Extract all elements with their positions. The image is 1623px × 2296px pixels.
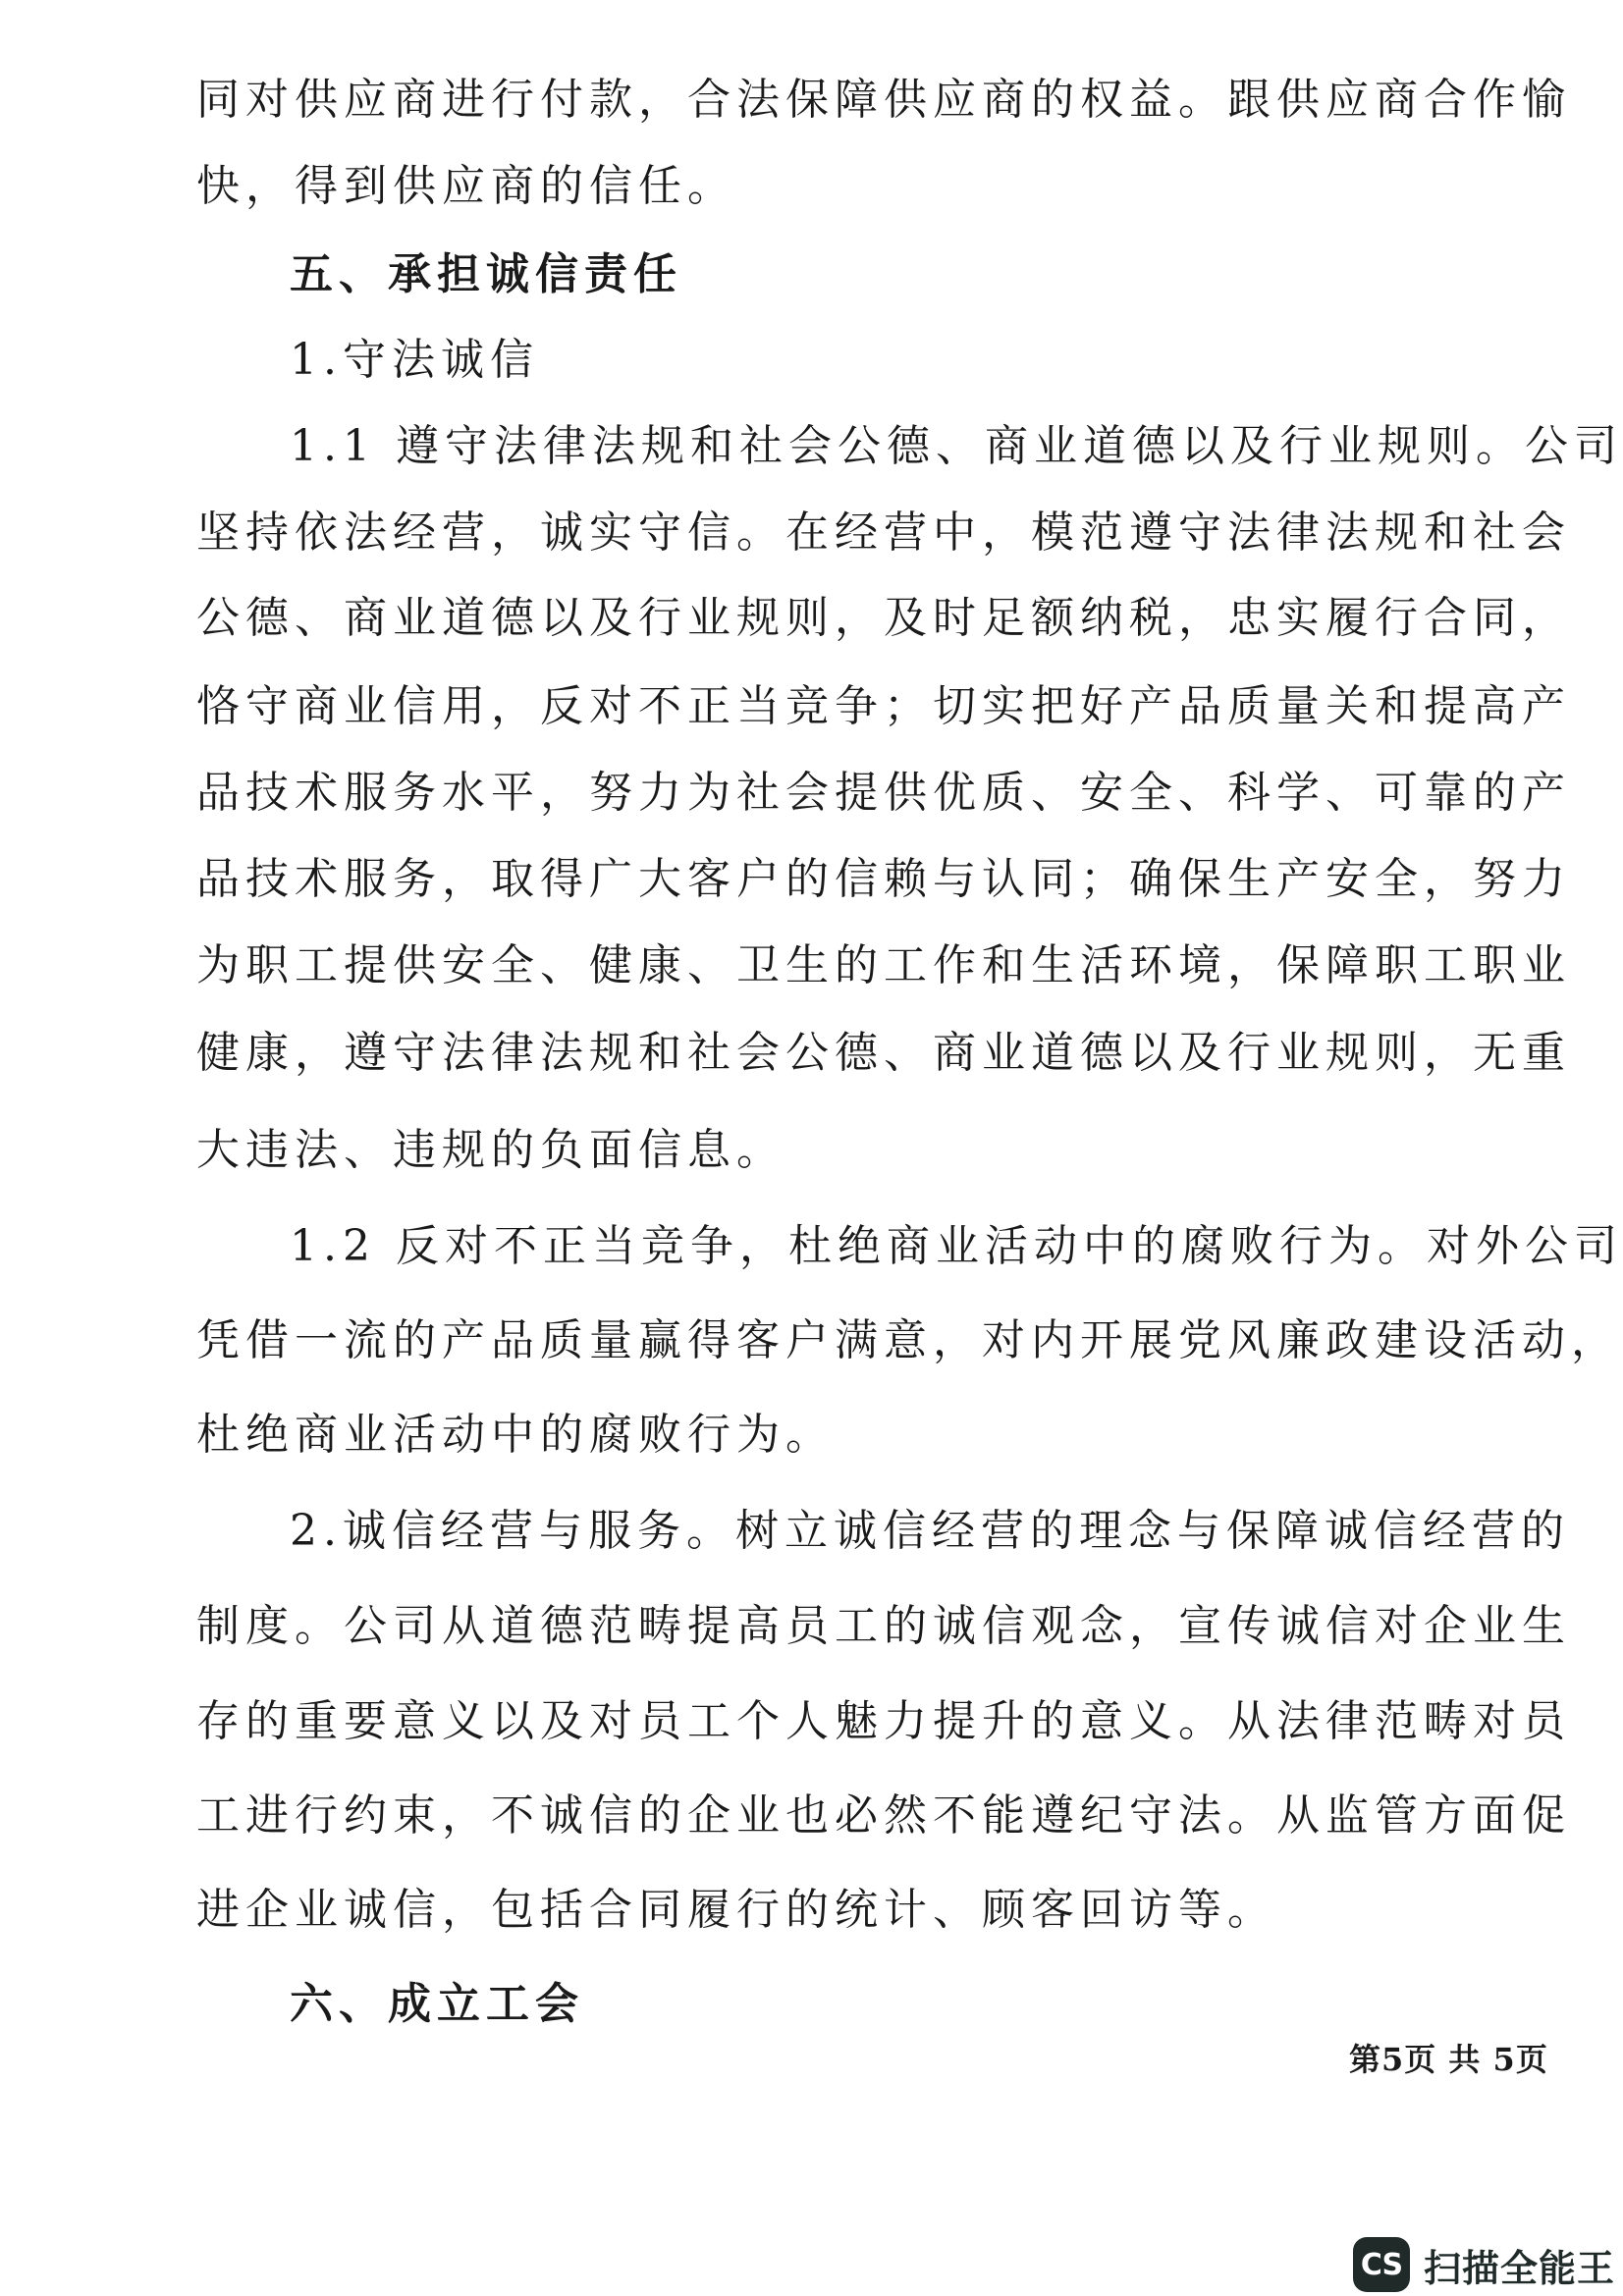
scanner-watermark — [1353, 2234, 1615, 2295]
section-heading: 五、承担诚信责任 — [290, 249, 682, 299]
paragraph-line: 工进行约束，不诚信的企业也必然不能遵纪守法。从监管方面促 — [196, 1790, 1571, 1841]
paragraph-line: 存的重要意义以及对员工个人魅力提升的意义。从法律范畴对员 — [196, 1696, 1571, 1746]
paragraph-line: 品技术服务水平，努力为社会提供优质、安全、科学、可靠的产 — [196, 768, 1571, 818]
paragraph-line: 1.2 反对不正当竞争，杜绝商业活动中的腐败行为。对外公司 — [290, 1221, 1623, 1271]
paragraph-line: 为职工提供安全、健康、卫生的工作和生活环境，保障职工职业 — [196, 940, 1571, 990]
page-number: 第5页 共 5页 — [1349, 2041, 1548, 2078]
paragraph-line: 凭借一流的产品质量赢得客户满意，对内开展党风廉政建设活动， — [196, 1315, 1620, 1365]
paragraph-line: 坚持依法经营，诚实守信。在经营中，模范遵守法律法规和社会 — [196, 507, 1571, 558]
section-heading: 六、成立工会 — [290, 1979, 584, 2029]
paragraph-line: 品技术服务，取得广大客户的信赖与认同；确保生产安全，努力 — [196, 854, 1571, 904]
paragraph-line: 同对供应商进行付款，合法保障供应商的权益。跟供应商合作愉 — [196, 75, 1571, 125]
camscanner-logo: CS — [1353, 2237, 1410, 2292]
paragraph-line: 1.1 遵守法律法规和社会公德、商业道德以及行业规则。公司 — [290, 421, 1623, 471]
paragraph-line: 2.诚信经营与服务。树立诚信经营的理念与保障诚信经营的 — [290, 1506, 1570, 1556]
paragraph-line: 制度。公司从道德范畴提高员工的诚信观念，宣传诚信对企业生 — [196, 1601, 1571, 1651]
paragraph-line: 恪守商业信用，反对不正当竞争；切实把好产品质量关和提高产 — [196, 681, 1571, 731]
watermark-app-name: 扫描全能王 — [1424, 2246, 1616, 2290]
paragraph-line: 大违法、违规的负面信息。 — [196, 1125, 785, 1175]
paragraph-line: 进企业诚信，包括合同履行的统计、顾客回访等。 — [196, 1885, 1276, 1935]
paragraph-line: 健康，遵守法律法规和社会公德、商业道德以及行业规则，无重 — [196, 1028, 1571, 1078]
paragraph-line: 公德、商业道德以及行业规则，及时足额纳税，忠实履行合同， — [196, 593, 1571, 643]
subsection-heading: 1.守法诚信 — [290, 335, 539, 385]
paragraph-line: 快，得到供应商的信任。 — [196, 161, 736, 211]
paragraph-line: 杜绝商业活动中的腐败行为。 — [196, 1410, 835, 1460]
